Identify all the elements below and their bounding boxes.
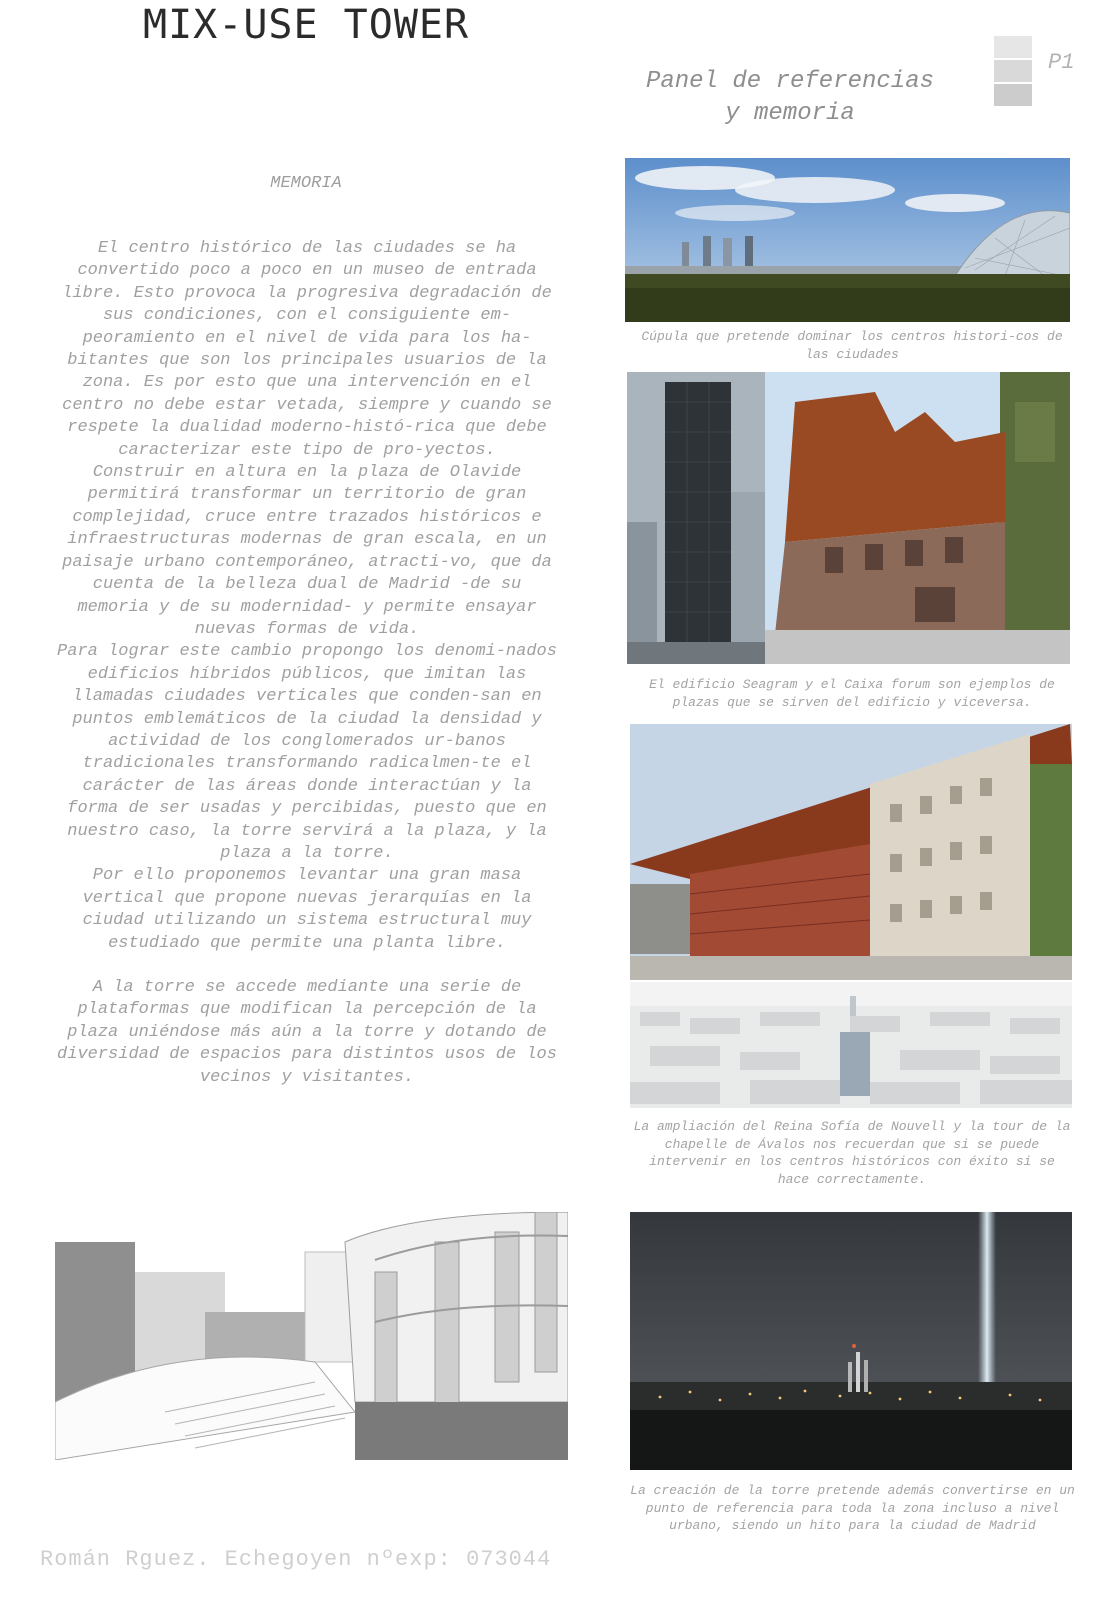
grey-square-dark bbox=[994, 84, 1032, 106]
grey-square-light bbox=[994, 36, 1032, 58]
skyline-dome-photo bbox=[625, 158, 1070, 322]
reina-sofia-photo bbox=[630, 724, 1072, 980]
memoria-text bbox=[52, 238, 562, 1089]
page-number: P1 bbox=[1048, 50, 1075, 75]
memoria-heading: MEMORIA bbox=[270, 174, 342, 193]
caixa-forum-photo bbox=[765, 372, 1070, 664]
memoria-paragraph-3: Para lograr este cambio propongo los denomi-nados edificios híbridos públicos, que imitan las llamadas ciudades verticales que conden-san en puntos emblemáticos de la ciudad la densidad y actividad de los conglomerados ur-banos tradicionales transformando radicalmen-te el carácter de las áreas donde interactúan y la forma de ser usadas y percibidas, puesto que en nuestro caso, la torre servirá a la plaza, y la plaza a la torre. bbox=[57, 642, 557, 863]
caption-night: La creación de la torre pretende además convertirse en un punto de referencia para toda la zona incluso a nivel urbano, siendo un hito para la ciudad de Madrid bbox=[630, 1483, 1075, 1534]
caption-reina-sofia: La ampliación del Reina Sofía de Nouvell y la tour de la chapelle de Ávalos nos recuerdan que si se puede intervenir en los centros históricos con éxito si se hace correctamente. bbox=[633, 1119, 1071, 1187]
author-line: Román Rguez. Echegoyen nºexp: 073044 bbox=[40, 1547, 552, 1572]
memoria-paragraph-4: Por ello proponemos levantar una gran masa vertical que propone nuevas jerarquías en la ciudad utilizando un sistema estructural muy estudiado que permite una planta libre. bbox=[82, 866, 532, 953]
caption-seagram-caixa: El edificio Seagram y el Caixa forum son ejemplos de plazas que se sirven del edificio y viceversa. bbox=[649, 677, 1055, 710]
memoria-paragraph-5: A la torre se accede mediante una serie de plataformas que modifican la percepción de la plaza uniéndose más aún a la torre y dotando de diversidad de espacios para distintos usos de los vecinos y visitantes. bbox=[57, 978, 557, 1087]
page-title: MIX-USE TOWER bbox=[143, 2, 470, 48]
subtitle-line-2: y memoria bbox=[725, 100, 855, 127]
city-model-render bbox=[630, 982, 1072, 1108]
grey-square-mid bbox=[994, 60, 1032, 82]
memoria-paragraph-1: El centro histórico de las ciudades se ha convertido poco a poco en un museo de entrada libre. Esto provoca la progresiva degradación de sus condiciones, con el consiguiente em-peoramiento en el nivel de vida para los ha-bitantes que son los principales usuarios de la zona. Es por esto que una intervención en el centro no debe estar vetada, siempre y cuando se respete la dualidad moderno-histó-rica que debe caracterizar este tipo de pro-yectos. bbox=[62, 239, 552, 460]
panel-subtitle bbox=[610, 66, 970, 130]
caption-skyline: Cúpula que pretende dominar los centros histori-cos de las ciudades bbox=[641, 329, 1063, 362]
memoria-paragraph-2: Construir en altura en la plaza de Olavide permitirá transformar un territorio de gran complejidad, cruce entre trazados históricos e infraestructuras modernas de gran escala, en un paisaje urbano contemporáneo, atracti-vo, que da cuenta de la belleza dual de Madrid -de su memoria y de su modernidad- y permite ensayar nuevas formas de vida. bbox=[62, 463, 552, 639]
night-skyline-photo bbox=[630, 1212, 1072, 1470]
plaza-render bbox=[55, 1212, 568, 1460]
seagram-building-photo bbox=[627, 372, 765, 664]
subtitle-line-1: Panel de referencias bbox=[645, 68, 935, 95]
